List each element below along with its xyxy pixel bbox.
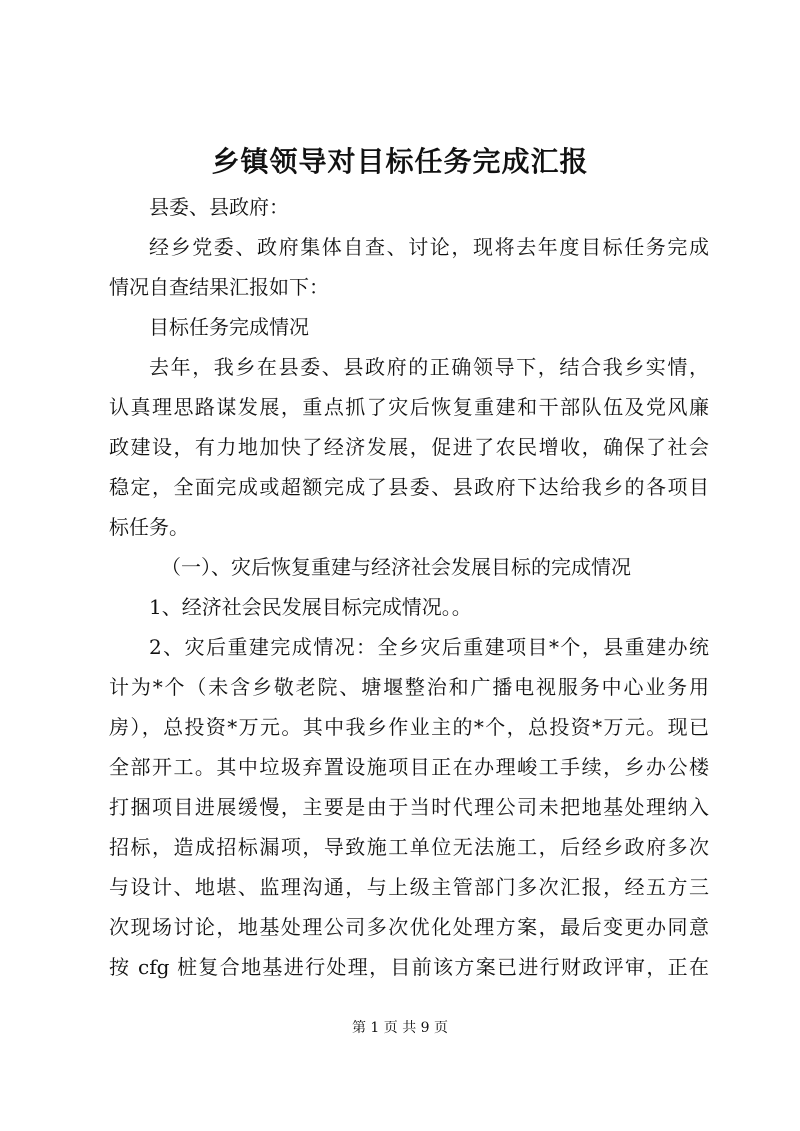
paragraph-line: 经乡党委、政府集体自查、讨论，现将去年度目标任务完成 (149, 235, 709, 259)
document-title: 乡镇领导对目标任务完成汇报 (211, 145, 589, 178)
paragraph-line: 计为*个（未含乡敬老院、塘堰整治和广播电视服务中心业务用 (109, 675, 709, 699)
list-item: 1、经济社会民发展目标完成情况。。 (149, 595, 472, 619)
page-footer: 第 1 页 共 9 页 (351, 1020, 449, 1036)
document-body (109, 187, 709, 987)
paragraph-line: 政建设，有力地加快了经济发展，促进了农民增收，确保了社会 (109, 435, 709, 459)
paragraph-line: 招标，造成招标漏项，导致施工单位无法施工，后经乡政府多次 (109, 835, 709, 859)
list-item: 2、灾后重建完成情况：全乡灾后重建项目*个，县重建办统 (149, 635, 709, 659)
paragraph-line: 房），总投资*万元。其中我乡作业主的*个，总投资*万元。现已 (109, 715, 709, 739)
section-heading: 目标任务完成情况 (149, 315, 309, 339)
paragraph-line: 全部开工。其中垃圾弃置设施项目正在办理峻工手续，乡办公楼 (109, 755, 709, 779)
paragraph-line: 按 cfg 桩复合地基进行处理，目前该方案已进行财政评审，正在 (109, 955, 709, 979)
paragraph-line: 稳定，全面完成或超额完成了县委、县政府下达给我乡的各项目 (109, 475, 709, 499)
paragraph-line: 打捆项目进展缓慢，主要是由于当时代理公司未把地基处理纳入 (109, 795, 709, 819)
paragraph-line: 次现场讨论，地基处理公司多次优化处理方案，最后变更办同意 (109, 915, 709, 939)
salutation-line: 县委、县政府： (149, 195, 289, 219)
paragraph-line: 标任务。 (109, 515, 189, 539)
paragraph-line: 认真理思路谋发展，重点抓了灾后恢复重建和干部队伍及党风廉 (109, 395, 709, 419)
paragraph-line: 去年，我乡在县委、县政府的正确领导下，结合我乡实情， (149, 355, 709, 379)
subsection-heading: （一）、灾后恢复重建与经济社会发展目标的完成情况 (161, 555, 631, 579)
paragraph-line: 情况自查结果汇报如下： (109, 275, 329, 299)
paragraph-line: 与设计、地堪、监理沟通，与上级主管部门多次汇报，经五方三 (109, 875, 709, 899)
